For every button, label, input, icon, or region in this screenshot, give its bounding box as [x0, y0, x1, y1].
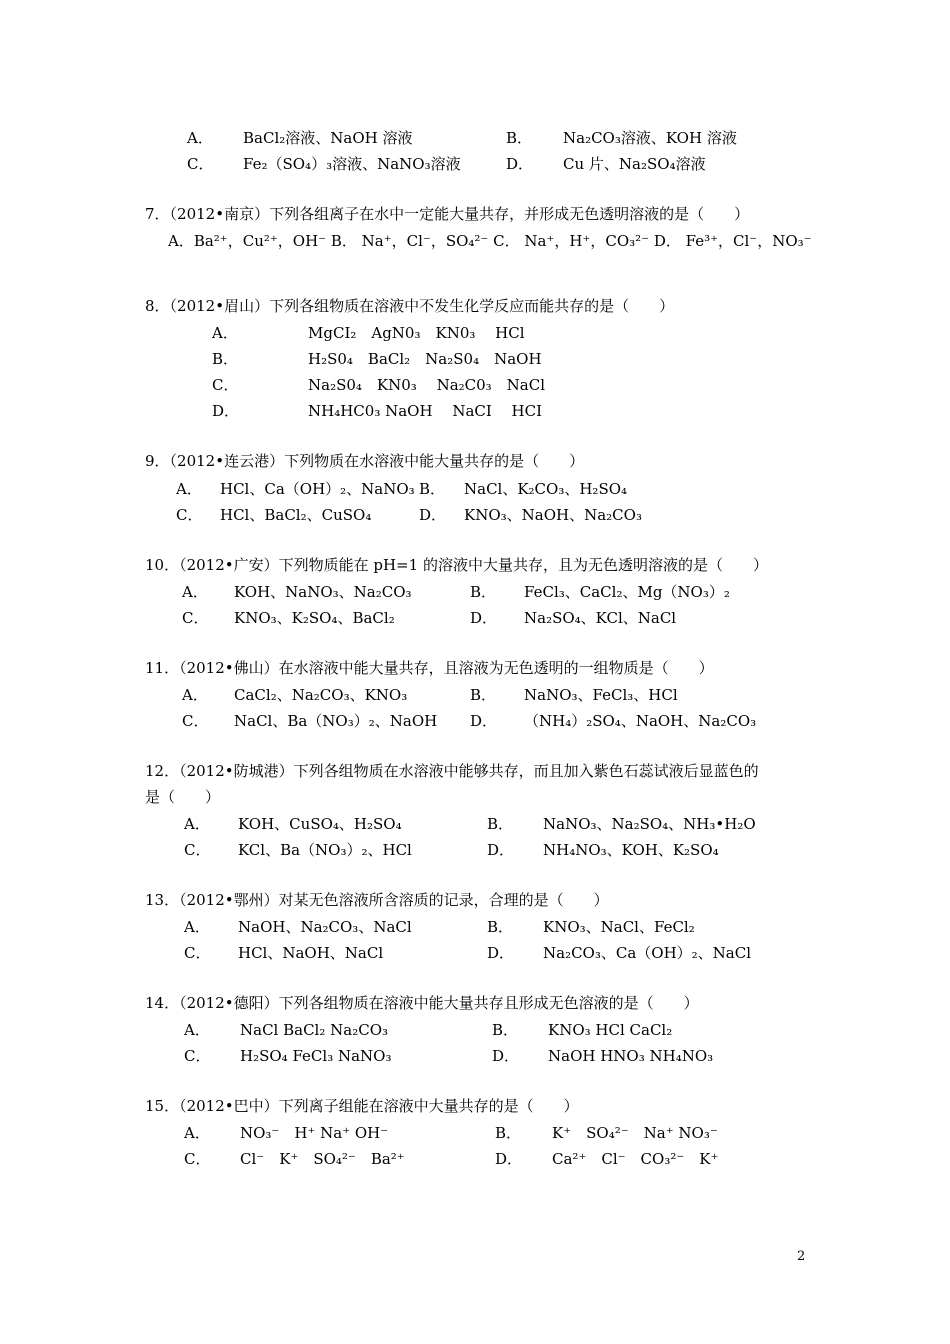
q6-d-label: D．: [506, 155, 534, 173]
q14-b-label: B．: [492, 1021, 519, 1039]
q6-a-text: BaCl₂溶液、NaOH 溶液: [243, 129, 413, 147]
q10-stem: 10．（2012•广安）下列物质能在 pH=1 的溶液中大量共存，且为无色透明溶液的是（ ）: [145, 556, 768, 574]
q13-a-label: A．: [184, 918, 210, 936]
q15-a-text: NO₃⁻ H⁺ Na⁺ OH⁻: [240, 1124, 389, 1142]
q13-b-label: B．: [487, 918, 514, 936]
q12-stem-line1: 12．（2012•防城港）下列各组物质在水溶液中能够共存，而且加入紫色石蕊试液后显蓝色的: [145, 762, 759, 780]
q13-stem: 13．（2012•鄂州）对某无色溶液所含溶质的记录，合理的是（ ）: [145, 891, 609, 909]
q15-b-label: B．: [495, 1124, 522, 1142]
q8-d-label: D．: [212, 402, 240, 420]
q8-a-label: A．: [212, 324, 238, 342]
q12-a-text: KOH、CuSO₄、H₂SO₄: [238, 815, 402, 833]
q14-a-text: NaCl BaCl₂ Na₂CO₃: [240, 1021, 389, 1039]
q14-c-label: C．: [184, 1047, 211, 1065]
q8-stem: 8．（2012•眉山）下列各组物质在溶液中不发生化学反应而能共存的是（ ）: [145, 297, 675, 315]
q9-d-text: KNO₃、NaOH、Na₂CO₃: [464, 506, 642, 524]
q8-a-text: MgCI₂ AgN0₃ KN0₃ HCl: [308, 324, 525, 342]
q12-b-label: B．: [487, 815, 514, 833]
q6-d-text: Cu 片、Na₂SO₄溶液: [563, 155, 706, 173]
q12-b-text: NaNO₃、Na₂SO₄、NH₃•H₂O: [543, 815, 756, 833]
q9-stem: 9．（2012•连云港）下列物质在水溶液中能大量共存的是（ ）: [145, 452, 585, 470]
q6-c-text: Fe₂（SO₄）₃溶液、NaNO₃溶液: [243, 155, 461, 173]
q15-stem: 15．（2012•巴中）下列离子组能在溶液中大量共存的是（ ）: [145, 1097, 579, 1115]
q12-d-text: NH₄NO₃、KOH、K₂SO₄: [543, 841, 719, 859]
q11-b-text: NaNO₃、FeCl₃、HCl: [524, 686, 678, 704]
q14-stem: 14．（2012•德阳）下列各组物质在溶液中能大量共存且形成无色溶液的是（ ）: [145, 994, 699, 1012]
q6-b-text: Na₂CO₃溶液、KOH 溶液: [563, 129, 737, 147]
q10-b-label: B．: [470, 583, 497, 601]
q10-a-text: KOH、NaNO₃、Na₂CO₃: [234, 583, 412, 601]
q6-c-label: C．: [187, 155, 214, 173]
q6-b-label: B．: [506, 129, 533, 147]
q11-a-label: A．: [182, 686, 208, 704]
q11-stem: 11．（2012•佛山）在水溶液中能大量共存，且溶液为无色透明的一组物质是（ ）: [145, 659, 714, 677]
q11-c-text: NaCl、Ba（NO₃）₂、NaOH: [234, 712, 438, 730]
q9-b-label: B．: [419, 480, 446, 498]
q11-d-text: （NH₄）₂SO₄、NaOH、Na₂CO₃: [524, 712, 757, 730]
q11-a-text: CaCl₂、Na₂CO₃、KNO₃: [234, 686, 408, 704]
q15-d-label: D．: [495, 1150, 523, 1168]
q15-d-text: Ca²⁺ Cl⁻ CO₃²⁻ K⁺: [552, 1150, 719, 1168]
q8-c-text: Na₂S0₄ KN0₃ Na₂C0₃ NaCl: [308, 376, 546, 394]
q12-stem-line2: 是（ ）: [145, 788, 221, 806]
q10-a-label: A．: [182, 583, 208, 601]
q13-d-label: D．: [487, 944, 515, 962]
q11-d-label: D．: [470, 712, 498, 730]
q13-c-text: HCl、NaOH、NaCl: [238, 944, 384, 962]
q8-d-text: NH₄HC0₃ NaOH NaCI HCI: [308, 402, 543, 420]
q12-a-label: A．: [184, 815, 210, 833]
q10-b-text: FeCl₃、CaCl₂、Mg（NO₃）₂: [524, 583, 730, 601]
page-number: 2: [797, 1249, 806, 1264]
q9-c-label: C．: [176, 506, 203, 524]
q14-b-text: KNO₃ HCl CaCl₂: [548, 1021, 673, 1039]
q7-stem: 7．（2012•南京）下列各组离子在水中一定能大量共存，并形成无色透明溶液的是（ ）: [145, 205, 750, 223]
q10-c-label: C．: [182, 609, 209, 627]
q15-c-label: C．: [184, 1150, 211, 1168]
q6-a-label: A．: [187, 129, 213, 147]
q14-a-label: A．: [184, 1021, 210, 1039]
q10-d-label: D．: [470, 609, 498, 627]
q9-a-text: HCl、Ca（OH）₂、NaNO₃: [220, 480, 415, 498]
q14-d-text: NaOH HNO₃ NH₄NO₃: [548, 1047, 714, 1065]
q8-b-label: B．: [212, 350, 239, 368]
q13-a-text: NaOH、Na₂CO₃、NaCl: [238, 918, 412, 936]
q9-c-text: HCl、BaCl₂、CuSO₄: [220, 506, 372, 524]
q8-b-text: H₂S0₄ BaCl₂ Na₂S0₄ NaOH: [308, 350, 542, 368]
q12-c-label: C．: [184, 841, 211, 859]
q7-options: A．Ba²⁺，Cu²⁺，OH⁻ B． Na⁺，Cl⁻，SO₄²⁻ C． Na⁺，H⁺，CO₃²⁻ D． Fe³⁺，Cl⁻，NO₃⁻: [168, 232, 812, 250]
q12-d-label: D．: [487, 841, 515, 859]
q10-c-text: KNO₃、K₂SO₄、BaCl₂: [234, 609, 395, 627]
q11-c-label: C．: [182, 712, 209, 730]
q9-d-label: D．: [419, 506, 447, 524]
q13-d-text: Na₂CO₃、Ca（OH）₂、NaCl: [543, 944, 752, 962]
q10-d-text: Na₂SO₄、KCl、NaCl: [524, 609, 677, 627]
q9-a-label: A．: [176, 480, 202, 498]
q9-b-text: NaCl、K₂CO₃、H₂SO₄: [464, 480, 628, 498]
q15-c-text: Cl⁻ K⁺ SO₄²⁻ Ba²⁺: [240, 1150, 405, 1168]
q14-d-label: D．: [492, 1047, 520, 1065]
q12-c-text: KCl、Ba（NO₃）₂、HCl: [238, 841, 412, 859]
q15-a-label: A．: [184, 1124, 210, 1142]
q13-c-label: C．: [184, 944, 211, 962]
q8-c-label: C．: [212, 376, 239, 394]
q15-b-text: K⁺ SO₄²⁻ Na⁺ NO₃⁻: [552, 1124, 718, 1142]
q11-b-label: B．: [470, 686, 497, 704]
q13-b-text: KNO₃、NaCl、FeCl₂: [543, 918, 695, 936]
q14-c-text: H₂SO₄ FeCl₃ NaNO₃: [240, 1047, 392, 1065]
